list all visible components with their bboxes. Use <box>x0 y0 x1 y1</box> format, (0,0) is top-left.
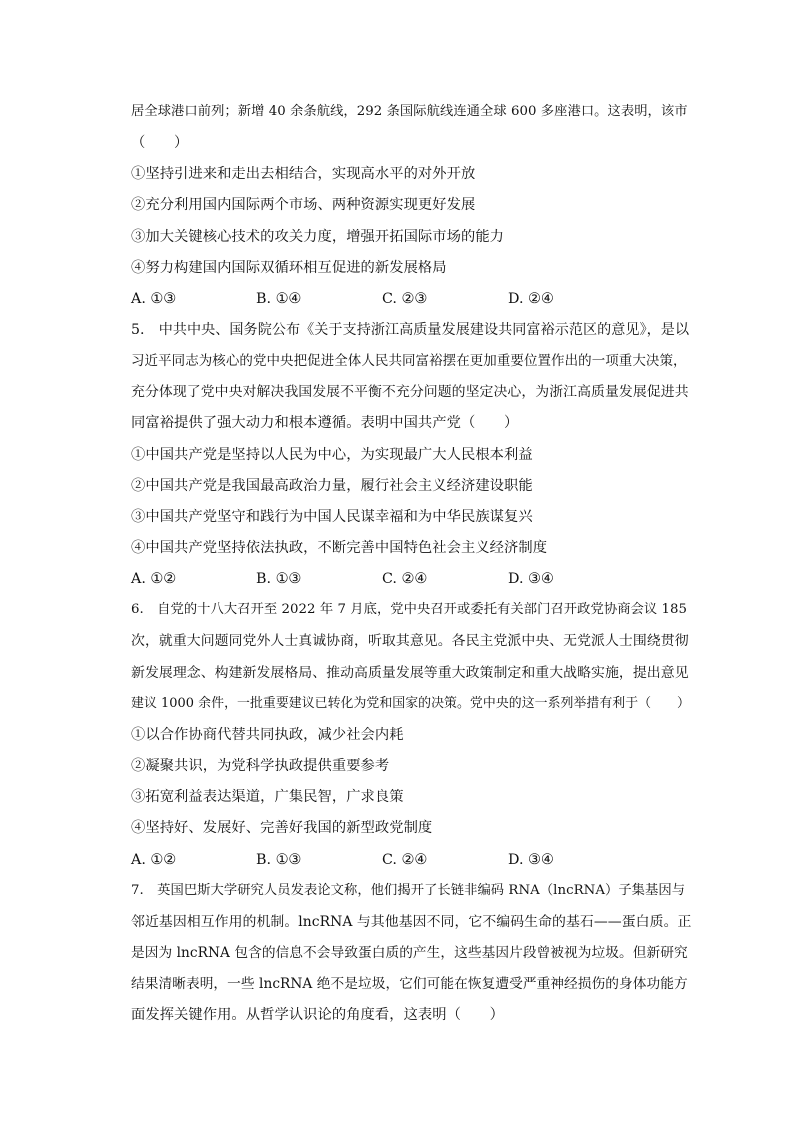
q6-statement-2: ②凝聚共识，为党科学执政提供重要参考 <box>131 758 390 774</box>
q6-stem-line-2: 次，就重大问题同党外人士真诚协商，听取其意见。各民主党派中央、无党派人士围绕贯彻 <box>131 633 689 649</box>
q4-options <box>131 289 691 309</box>
q4-statement-3: ③加大关键核心技术的攻关力度，增强开拓国际市场的能力 <box>131 229 505 245</box>
q5-stem-line-4: 同富裕提供了强大动力和根本遵循。表明中国共产党（ ） <box>131 415 519 431</box>
q4-option-c: C. ②③ <box>382 291 428 307</box>
q4-statement-1: ①坚持引进来和走出去相结合，实现高水平的对外开放 <box>131 166 476 182</box>
q4-statement-4: ④努力构建国内国际双循环相互促进的新发展格局 <box>131 260 447 276</box>
q5-options <box>131 569 691 589</box>
q6-statement-4: ④坚持好、发展好、完善好我国的新型政党制度 <box>131 820 433 836</box>
q6-stem-line-1: 6. 自党的十八大召开至 2022 年 7 月底，党中央召开或委托有关部门召开政党协商会议 185 <box>131 602 688 617</box>
q5-stem-line-2: 习近平同志为核心的党中央把促进全体人民共同富裕摆在更加重要位置作出的一项重大决策， <box>131 353 687 369</box>
q5-statement-3: ③中国共产党坚守和践行为中国人民谋幸福和为中华民族谋复兴 <box>131 509 533 525</box>
q7-stem-line-3: 是因为 lncRNA 包含的信息不会导致蛋白质的产生，这些基因片段曾被视为垃圾。但新研究 <box>131 945 688 961</box>
q7-stem-line-1: 7. 英国巴斯大学研究人员发表论文称，他们揭开了长链非编码 RNA（lncRNA）子集基因与 <box>131 883 686 898</box>
q6-stem-line-3: 新发展理念、构建新发展格局、推动高质量发展等重大政策制定和重大战略实施，提出意见 <box>131 665 689 681</box>
q5-statement-4: ④中国共产党坚持依法执政，不断完善中国特色社会主义经济制度 <box>131 540 548 556</box>
q5-option-b: B. ①③ <box>256 571 302 587</box>
q4-stem-line-1: 居全球港口前列；新增 40 余条航线，292 条国际航线连通全球 600 多座港口。这表明，该市 <box>131 104 688 119</box>
q6-statement-1: ①以合作协商代替共同执政，减少社会内耗 <box>131 727 404 743</box>
q6-option-a: A. ①② <box>131 852 177 868</box>
q5-stem-line-3: 充分体现了党中央对解决我国发展不平衡不充分问题的坚定决心，为浙江高质量发展促进共 <box>131 384 689 400</box>
q4-stem-line-2: （ ） <box>131 135 189 151</box>
q6-option-b: B. ①③ <box>256 852 302 868</box>
q5-statement-2: ②中国共产党是我国最高政治力量，履行社会主义经济建设职能 <box>131 478 533 494</box>
q7-stem-line-4: 结果清晰表明，一些 lncRNA 绝不是垃圾，它们可能在恢复遭受严重神经损伤的身体功能方 <box>131 976 688 992</box>
q4-option-a: A. ①③ <box>131 291 177 307</box>
q5-option-c: C. ②④ <box>382 571 428 587</box>
q5-stem-line-1: 5. 中共中央、国务院公布《关于支持浙江高质量发展建设共同富裕示范区的意见》，是以 <box>131 322 690 338</box>
q5-statement-1: ①中国共产党是坚持以人民为中心，为实现最广大人民根本利益 <box>131 447 533 463</box>
q4-option-b: B. ①④ <box>256 291 302 307</box>
q6-statement-3: ③拓宽利益表达渠道，广集民智，广求良策 <box>131 789 404 805</box>
q7-stem-line-5: 面发挥关键作用。从哲学认识论的角度看，这表明（ ） <box>131 1007 505 1023</box>
q6-stem-line-4: 建议 1000 余件，一批重要建议已转化为党和国家的决策。党中央的这一系列举措有利于（ ） <box>131 696 690 711</box>
q6-option-d: D. ③④ <box>508 852 554 868</box>
q5-option-a: A. ①② <box>131 571 177 587</box>
q4-option-d: D. ②④ <box>508 291 554 307</box>
q6-options <box>131 850 691 870</box>
q6-option-c: C. ②④ <box>382 852 428 868</box>
q5-option-d: D. ③④ <box>508 571 554 587</box>
q4-statement-2: ②充分利用国内国际两个市场、两种资源实现更好发展 <box>131 197 476 213</box>
q7-stem-line-2: 邻近基因相互作用的机制。lncRNA 与其他基因不同，它不编码生命的基石——蛋白质。正 <box>131 914 692 930</box>
